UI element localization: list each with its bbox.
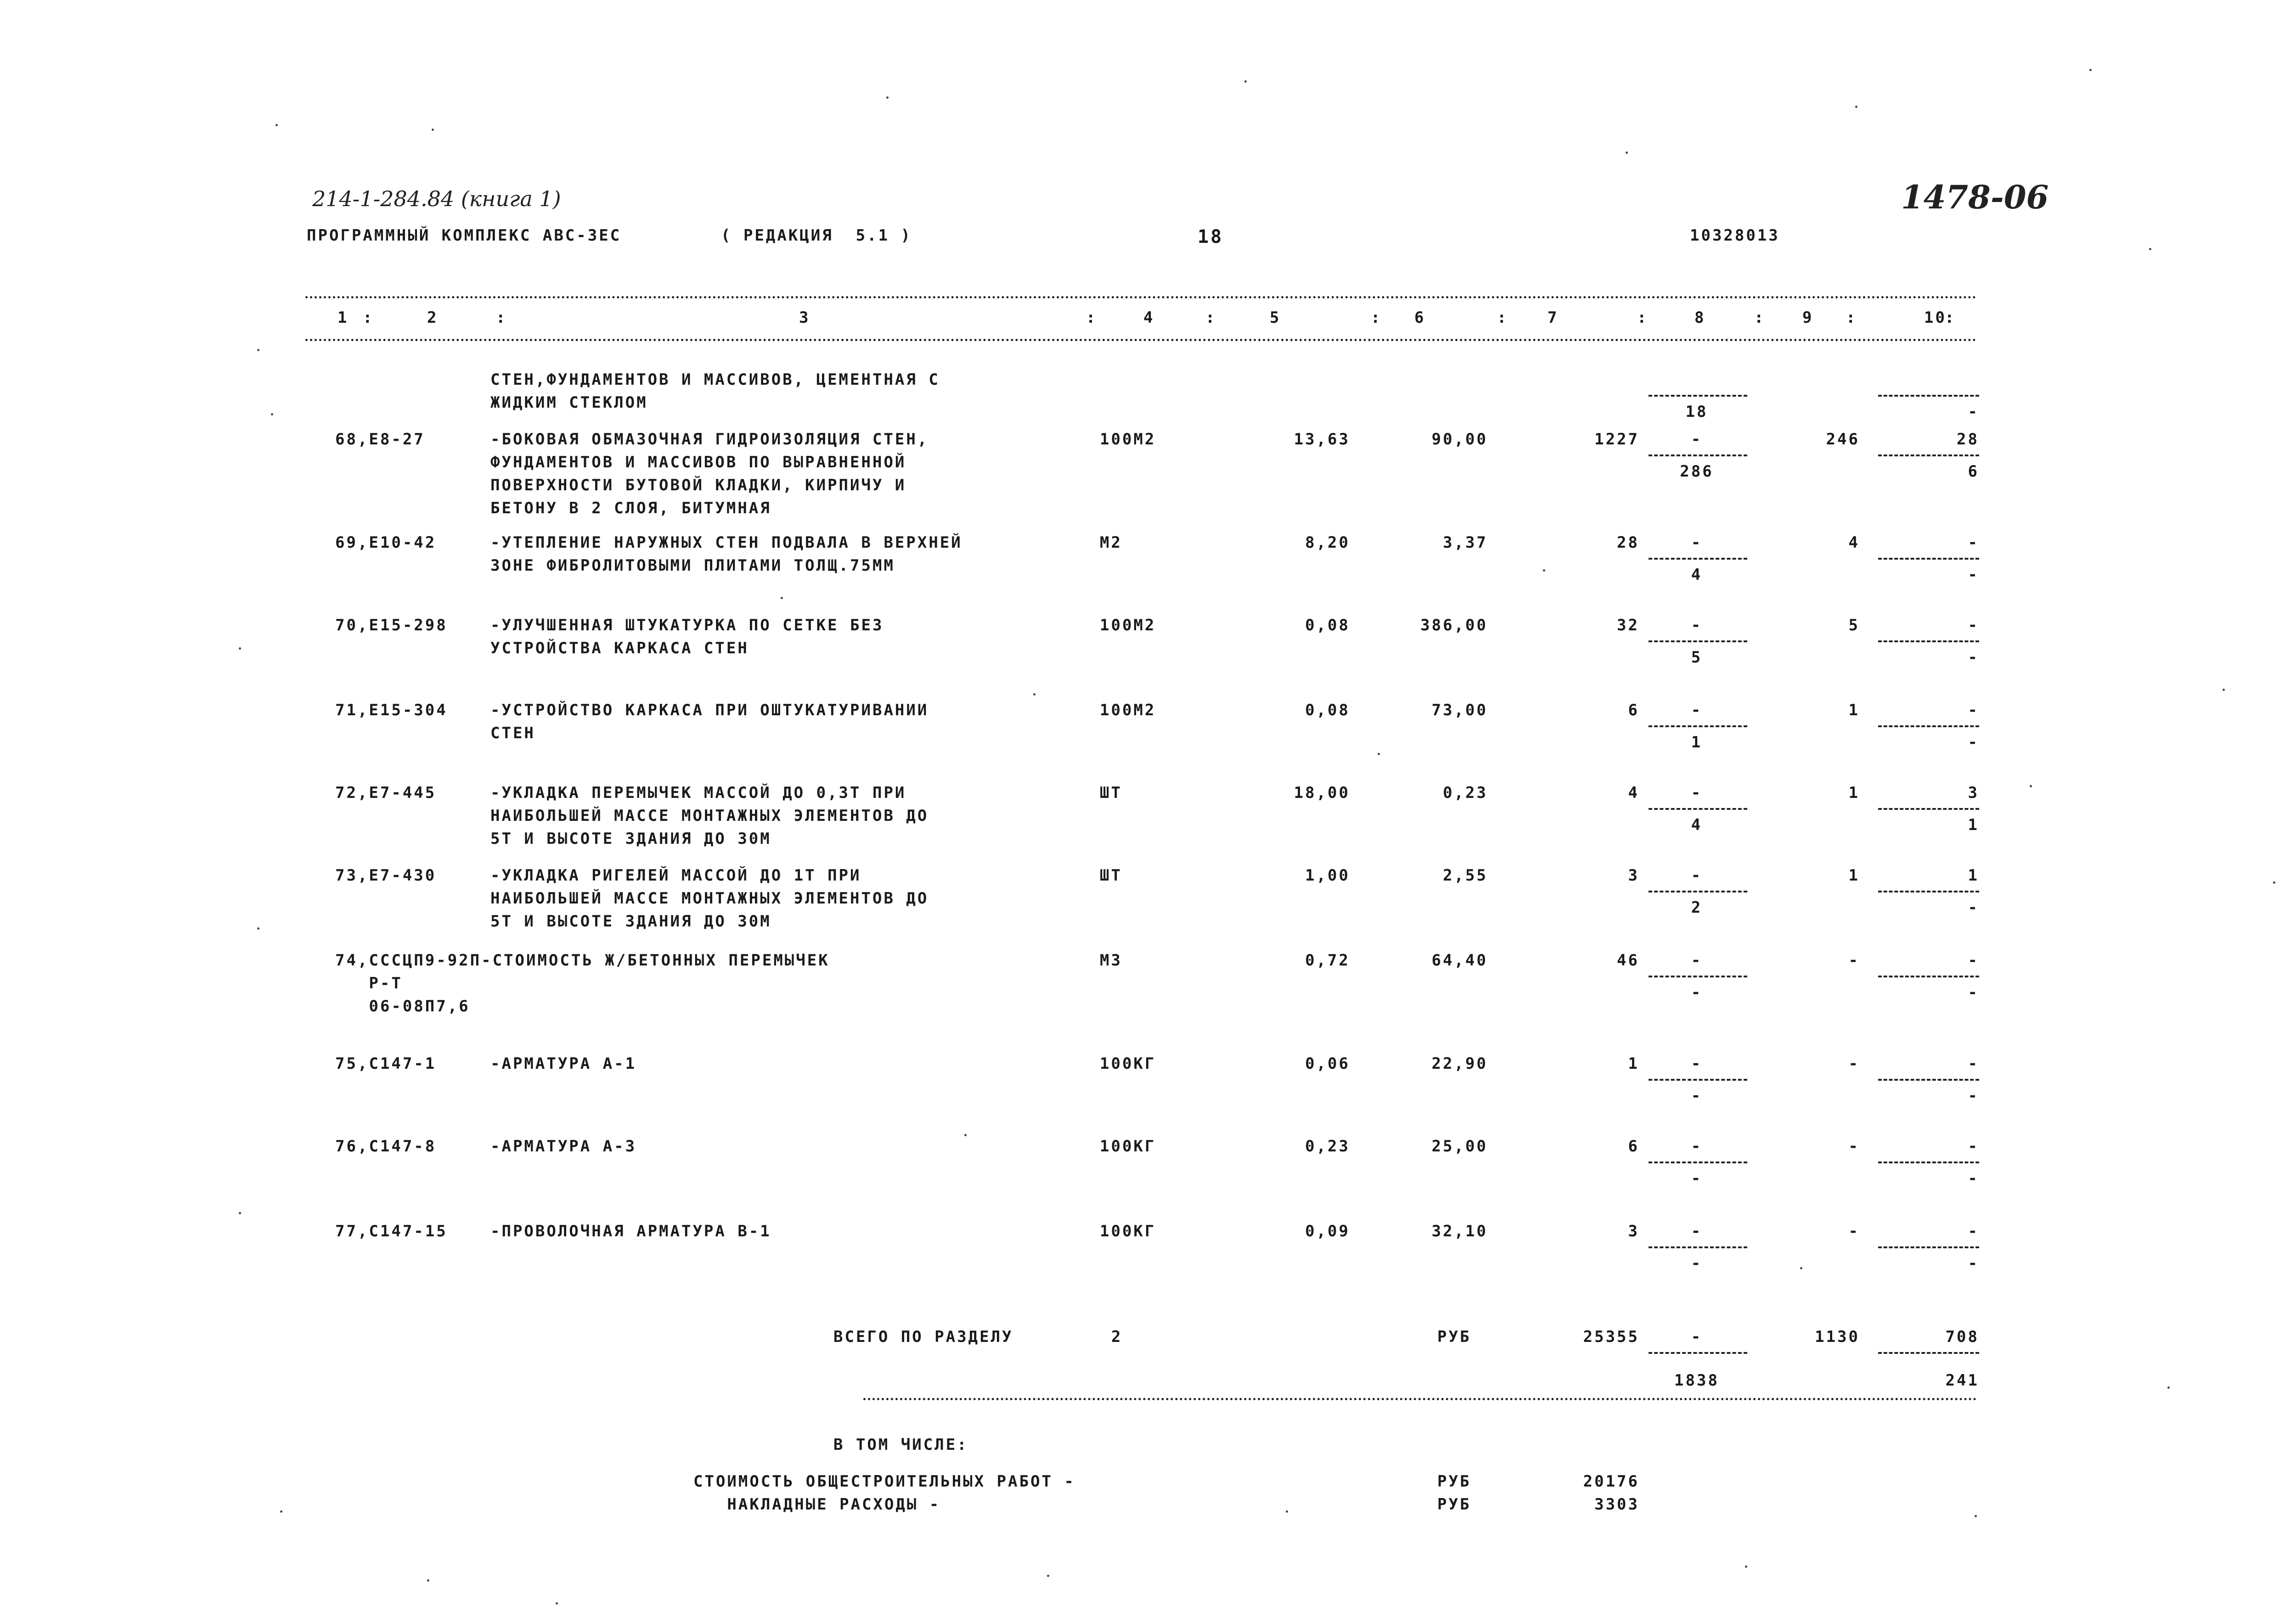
speck [271,413,273,415]
including-label: В ТОМ ЧИСЛЕ: [833,1436,968,1454]
col10-top: - [1968,1222,1979,1240]
total-cost: 6 [1628,1137,1639,1156]
col10-divider [1878,808,1979,810]
including-item-value: 3303 [1594,1495,1639,1514]
quantity: 1,00 [1305,866,1350,885]
total-cost: 3 [1628,1222,1639,1240]
speck [2030,785,2032,787]
edition: ( РЕДАКЦИЯ 5.1 ) [721,226,912,245]
unit: М3 [1100,951,1122,970]
speck [2149,248,2151,250]
col9: - [1848,951,1860,970]
column-number: 2 [427,309,439,327]
speck [427,1579,429,1582]
unit: 100КГ [1100,1055,1156,1073]
including-item-currency: РУБ [1437,1472,1471,1491]
item-description: -УЛУЧШЕННАЯ ШТУКАТУРКА ПО СЕТКЕ БЕЗ [490,616,884,634]
speck [2089,69,2092,71]
section-total-value: 25355 [1583,1328,1639,1346]
column-separator: : [1637,309,1649,327]
item-description: -АРМАТУРА А-3 [490,1137,637,1156]
col8-bottom: 1 [1691,733,1703,752]
col8-divider [1649,891,1747,892]
unit-price: 2,55 [1443,866,1488,885]
speck [556,1602,558,1605]
unit-price: 90,00 [1431,430,1488,449]
col10-bottom: - [1968,403,1979,421]
col8-divider [1649,640,1747,642]
column-separator: : [1497,309,1508,327]
col10-top: 708 [1945,1328,1979,1346]
col10-divider [1878,558,1979,560]
col10-bottom: 241 [1945,1371,1979,1390]
col10-bottom: - [1968,898,1979,917]
column-number: 10 [1924,309,1947,327]
section-total-rule [863,1398,1977,1400]
item-code: Р-Т [335,974,403,993]
including-item-value: 20176 [1583,1472,1639,1491]
total-cost: 6 [1628,701,1639,719]
item-code: 74,СССЦП9-92П-СТОИМОСТЬ Ж/БЕТОННЫХ ПЕРЕМЫЧЕК [335,951,830,970]
col8-bottom: - [1691,1254,1703,1273]
col8-bottom: 1838 [1674,1371,1719,1390]
item-description: СТЕН [490,724,535,742]
unit: 100М2 [1100,430,1156,449]
unit: ШТ [1100,784,1122,802]
quantity: 0,23 [1305,1137,1350,1156]
item-description: -УТЕПЛЕНИЕ НАРУЖНЫХ СТЕН ПОДВАЛА В ВЕРХНЕЙ [490,533,962,552]
col9: 4 [1848,533,1860,552]
item-description: ЖИДКИМ СТЕКЛОМ [490,393,648,412]
col10-bottom: - [1968,983,1979,1002]
item-code: 69,Е10-42 [335,533,437,552]
col10-bottom: 6 [1968,462,1979,481]
speck [1975,1515,1977,1517]
speck [1286,1510,1288,1513]
col8-bottom: 18 [1685,403,1708,421]
section-number: 2 [1111,1328,1123,1346]
handwritten-doc-ref: 214-1-284.84 (книга 1) [312,186,561,211]
col8-divider [1649,725,1747,727]
speck [276,124,278,126]
col8-divider [1649,1246,1747,1248]
speck [2167,1386,2170,1389]
page-number: 18 [1198,226,1224,247]
col8-top: - [1691,1137,1703,1156]
item-description: -УКЛАДКА РИГЕЛЕЙ МАССОЙ ДО 1Т ПРИ [490,866,861,885]
col10-bottom: 1 [1968,816,1979,834]
item-description: НАИБОЛЬШЕЙ МАССЕ МОНТАЖНЫХ ЭЛЕМЕНТОВ ДО [490,807,929,825]
col10-top: - [1968,616,1979,634]
program-name: ПРОГРАММНЫЙ КОМПЛЕКС АВС-ЗЕС [307,226,622,245]
unit: 100М2 [1100,701,1156,719]
unit-price: 25,00 [1431,1137,1488,1156]
col8-top: - [1691,701,1703,719]
speck [781,597,783,599]
col8-divider [1649,454,1747,456]
handwritten-sheet-number: 1478-06 [1901,178,2049,216]
quantity: 8,20 [1305,533,1350,552]
col10-bottom: - [1968,566,1979,584]
item-description: ЗОНЕ ФИБРОЛИТОВЫМИ ПЛИТАМИ ТОЛЩ.75ММ [490,556,895,575]
col8-divider [1649,1352,1747,1354]
quantity: 0,06 [1305,1055,1350,1073]
col10-divider [1878,640,1979,642]
speck [886,96,889,99]
item-description: -ПРОВОЛОЧНАЯ АРМАТУРА В-1 [490,1222,771,1240]
col10-bottom: - [1968,648,1979,667]
item-description: НАИБОЛЬШЕЙ МАССЕ МОНТАЖНЫХ ЭЛЕМЕНТОВ ДО [490,889,929,908]
col10-divider [1878,1162,1979,1163]
column-number: 3 [799,309,810,327]
item-code: 71,Е15-304 [335,701,448,719]
col10-bottom: - [1968,733,1979,752]
column-separator: : [1086,309,1097,327]
item-description: -АРМАТУРА А-1 [490,1055,637,1073]
col8-divider [1649,558,1747,560]
unit-price: 3,37 [1443,533,1488,552]
total-cost: 32 [1617,616,1639,634]
quantity: 0,72 [1305,951,1350,970]
speck [1745,1566,1747,1568]
total-cost: 1227 [1594,430,1639,449]
speck [1855,106,1857,108]
col9: 246 [1826,430,1860,449]
col9: - [1848,1137,1860,1156]
col10-divider [1878,1079,1979,1081]
speck [1244,80,1247,83]
unit-price: 22,90 [1431,1055,1488,1073]
including-item-label: СТОИМОСТЬ ОБЩЕСТРОИТЕЛЬНЫХ РАБОТ - [693,1472,1075,1491]
item-description: 5Т И ВЫСОТЕ ЗДАНИЯ ДО 30М [490,912,771,931]
col9: 1130 [1815,1328,1860,1346]
col10-bottom: - [1968,1087,1979,1105]
item-code: 68,Е8-27 [335,430,425,449]
total-cost: 3 [1628,866,1639,885]
col10-top: 28 [1957,430,1979,449]
unit-price: 0,23 [1443,784,1488,802]
col8-bottom: 2 [1691,898,1703,917]
item-description: 5Т И ВЫСОТЕ ЗДАНИЯ ДО 30М [490,830,771,848]
column-number: 4 [1143,309,1155,327]
item-description: БЕТОНУ В 2 СЛОЯ, БИТУМНАЯ [490,499,771,517]
speck [432,129,434,131]
col10-top: - [1968,951,1979,970]
total-cost: 1 [1628,1055,1639,1073]
item-code: 70,Е15-298 [335,616,448,634]
col8-bottom: - [1691,983,1703,1002]
column-separator: : [1754,309,1766,327]
item-code: 73,Е7-430 [335,866,437,885]
item-code: 76,С147-8 [335,1137,437,1156]
item-code: 77,С147-15 [335,1222,448,1240]
item-code: 75,С147-1 [335,1055,437,1073]
unit-price: 64,40 [1431,951,1488,970]
col10-divider [1878,1352,1979,1354]
col8-bottom: 4 [1691,816,1703,834]
col10-bottom: - [1968,1169,1979,1188]
item-description: ПОВЕРХНОСТИ БУТОВОЙ КЛАДКИ, КИРПИЧУ И [490,476,906,494]
speck [1800,1267,1802,1269]
col10-divider [1878,976,1979,977]
col10-divider [1878,891,1979,892]
column-separator: : [1846,309,1857,327]
col10-bottom: - [1968,1254,1979,1273]
col10-divider [1878,395,1979,397]
column-header-rule [305,339,1977,341]
item-description: -БОКОВАЯ ОБМАЗОЧНАЯ ГИДРОИЗОЛЯЦИЯ СТЕН, [490,430,929,449]
col10-divider [1878,725,1979,727]
total-cost: 46 [1617,951,1639,970]
column-separator: : [1205,309,1217,327]
total-cost: 28 [1617,533,1639,552]
speck [1543,569,1545,572]
unit: 100М2 [1100,616,1156,634]
col8-top: - [1691,430,1703,449]
including-item-label: НАКЛАДНЫЕ РАСХОДЫ - [693,1495,941,1514]
col8-top: - [1691,784,1703,802]
unit-price: 32,10 [1431,1222,1488,1240]
speck [239,647,241,650]
column-number: 8 [1694,309,1706,327]
column-number: 6 [1414,309,1426,327]
col8-bottom: 286 [1680,462,1714,481]
unit: ШТ [1100,866,1122,885]
column-number: 7 [1548,309,1559,327]
item-description: УСТРОЙСТВА КАРКАСА СТЕН [490,639,749,657]
col10-top: - [1968,1137,1979,1156]
col8-top: - [1691,1222,1703,1240]
col8-bottom: 4 [1691,566,1703,584]
col10-top: - [1968,1055,1979,1073]
col8-top: - [1691,533,1703,552]
col10-divider [1878,454,1979,456]
item-description: СТЕН,ФУНДАМЕНТОВ И МАССИВОВ, ЦЕМЕНТНАЯ С [490,370,940,389]
speck [2273,881,2275,884]
table-top-rule [305,296,1977,298]
column-separator: : [1945,309,1956,327]
col8-divider [1649,1079,1747,1081]
speck [1033,693,1035,696]
col9: 1 [1848,701,1860,719]
col8-divider [1649,1162,1747,1163]
col10-top: 1 [1968,866,1979,885]
speck [964,1134,967,1136]
col9: - [1848,1055,1860,1073]
column-number: 9 [1802,309,1814,327]
quantity: 0,09 [1305,1222,1350,1240]
speck [1378,753,1380,755]
column-number: 5 [1270,309,1281,327]
col8-divider [1649,808,1747,810]
quantity: 0,08 [1305,701,1350,719]
col10-top: - [1968,533,1979,552]
column-separator: : [496,309,507,327]
col8-top: - [1691,616,1703,634]
col8-divider [1649,976,1747,977]
doc-code: 10328013 [1690,226,1780,245]
item-code: 72,Е7-445 [335,784,437,802]
col10-divider [1878,1246,1979,1248]
column-separator: : [363,309,374,327]
col9: 1 [1848,866,1860,885]
col10-top: - [1968,701,1979,719]
unit: 100КГ [1100,1137,1156,1156]
unit-price: 386,00 [1420,616,1488,634]
unit: М2 [1100,533,1122,552]
unit-price: 73,00 [1431,701,1488,719]
unit: 100КГ [1100,1222,1156,1240]
quantity: 13,63 [1294,430,1350,449]
quantity: 18,00 [1294,784,1350,802]
col9: 1 [1848,784,1860,802]
speck [2223,689,2225,691]
col8-top: - [1691,1055,1703,1073]
total-cost: 4 [1628,784,1639,802]
col8-bottom: 5 [1691,648,1703,667]
column-separator: : [1371,309,1382,327]
speck [239,1212,241,1214]
col9: 5 [1848,616,1860,634]
quantity: 0,08 [1305,616,1350,634]
col8-bottom: - [1691,1087,1703,1105]
item-code: 06-08П7,6 [335,997,470,1016]
col10-top: 3 [1968,784,1979,802]
col8-top: - [1691,866,1703,885]
currency: РУБ [1437,1328,1471,1346]
item-description: -УСТРОЙСТВО КАРКАСА ПРИ ОШТУКАТУРИВАНИИ [490,701,929,719]
col9: - [1848,1222,1860,1240]
col8-divider [1649,395,1747,397]
col8-bottom: - [1691,1169,1703,1188]
item-description: ФУНДАМЕНТОВ И МАССИВОВ ПО ВЫРАВНЕННОЙ [490,453,906,471]
section-total-label: ВСЕГО ПО РАЗДЕЛУ [833,1328,1013,1346]
item-description: -УКЛАДКА ПЕРЕМЫЧЕК МАССОЙ ДО 0,3Т ПРИ [490,784,906,802]
speck [257,927,259,930]
col8-top: - [1691,951,1703,970]
speck [1047,1575,1049,1577]
speck [1626,152,1628,154]
col8-top: - [1691,1328,1703,1346]
including-item-currency: РУБ [1437,1495,1471,1514]
speck [257,349,259,351]
speck [280,1510,282,1513]
column-number: 1 [338,309,349,327]
